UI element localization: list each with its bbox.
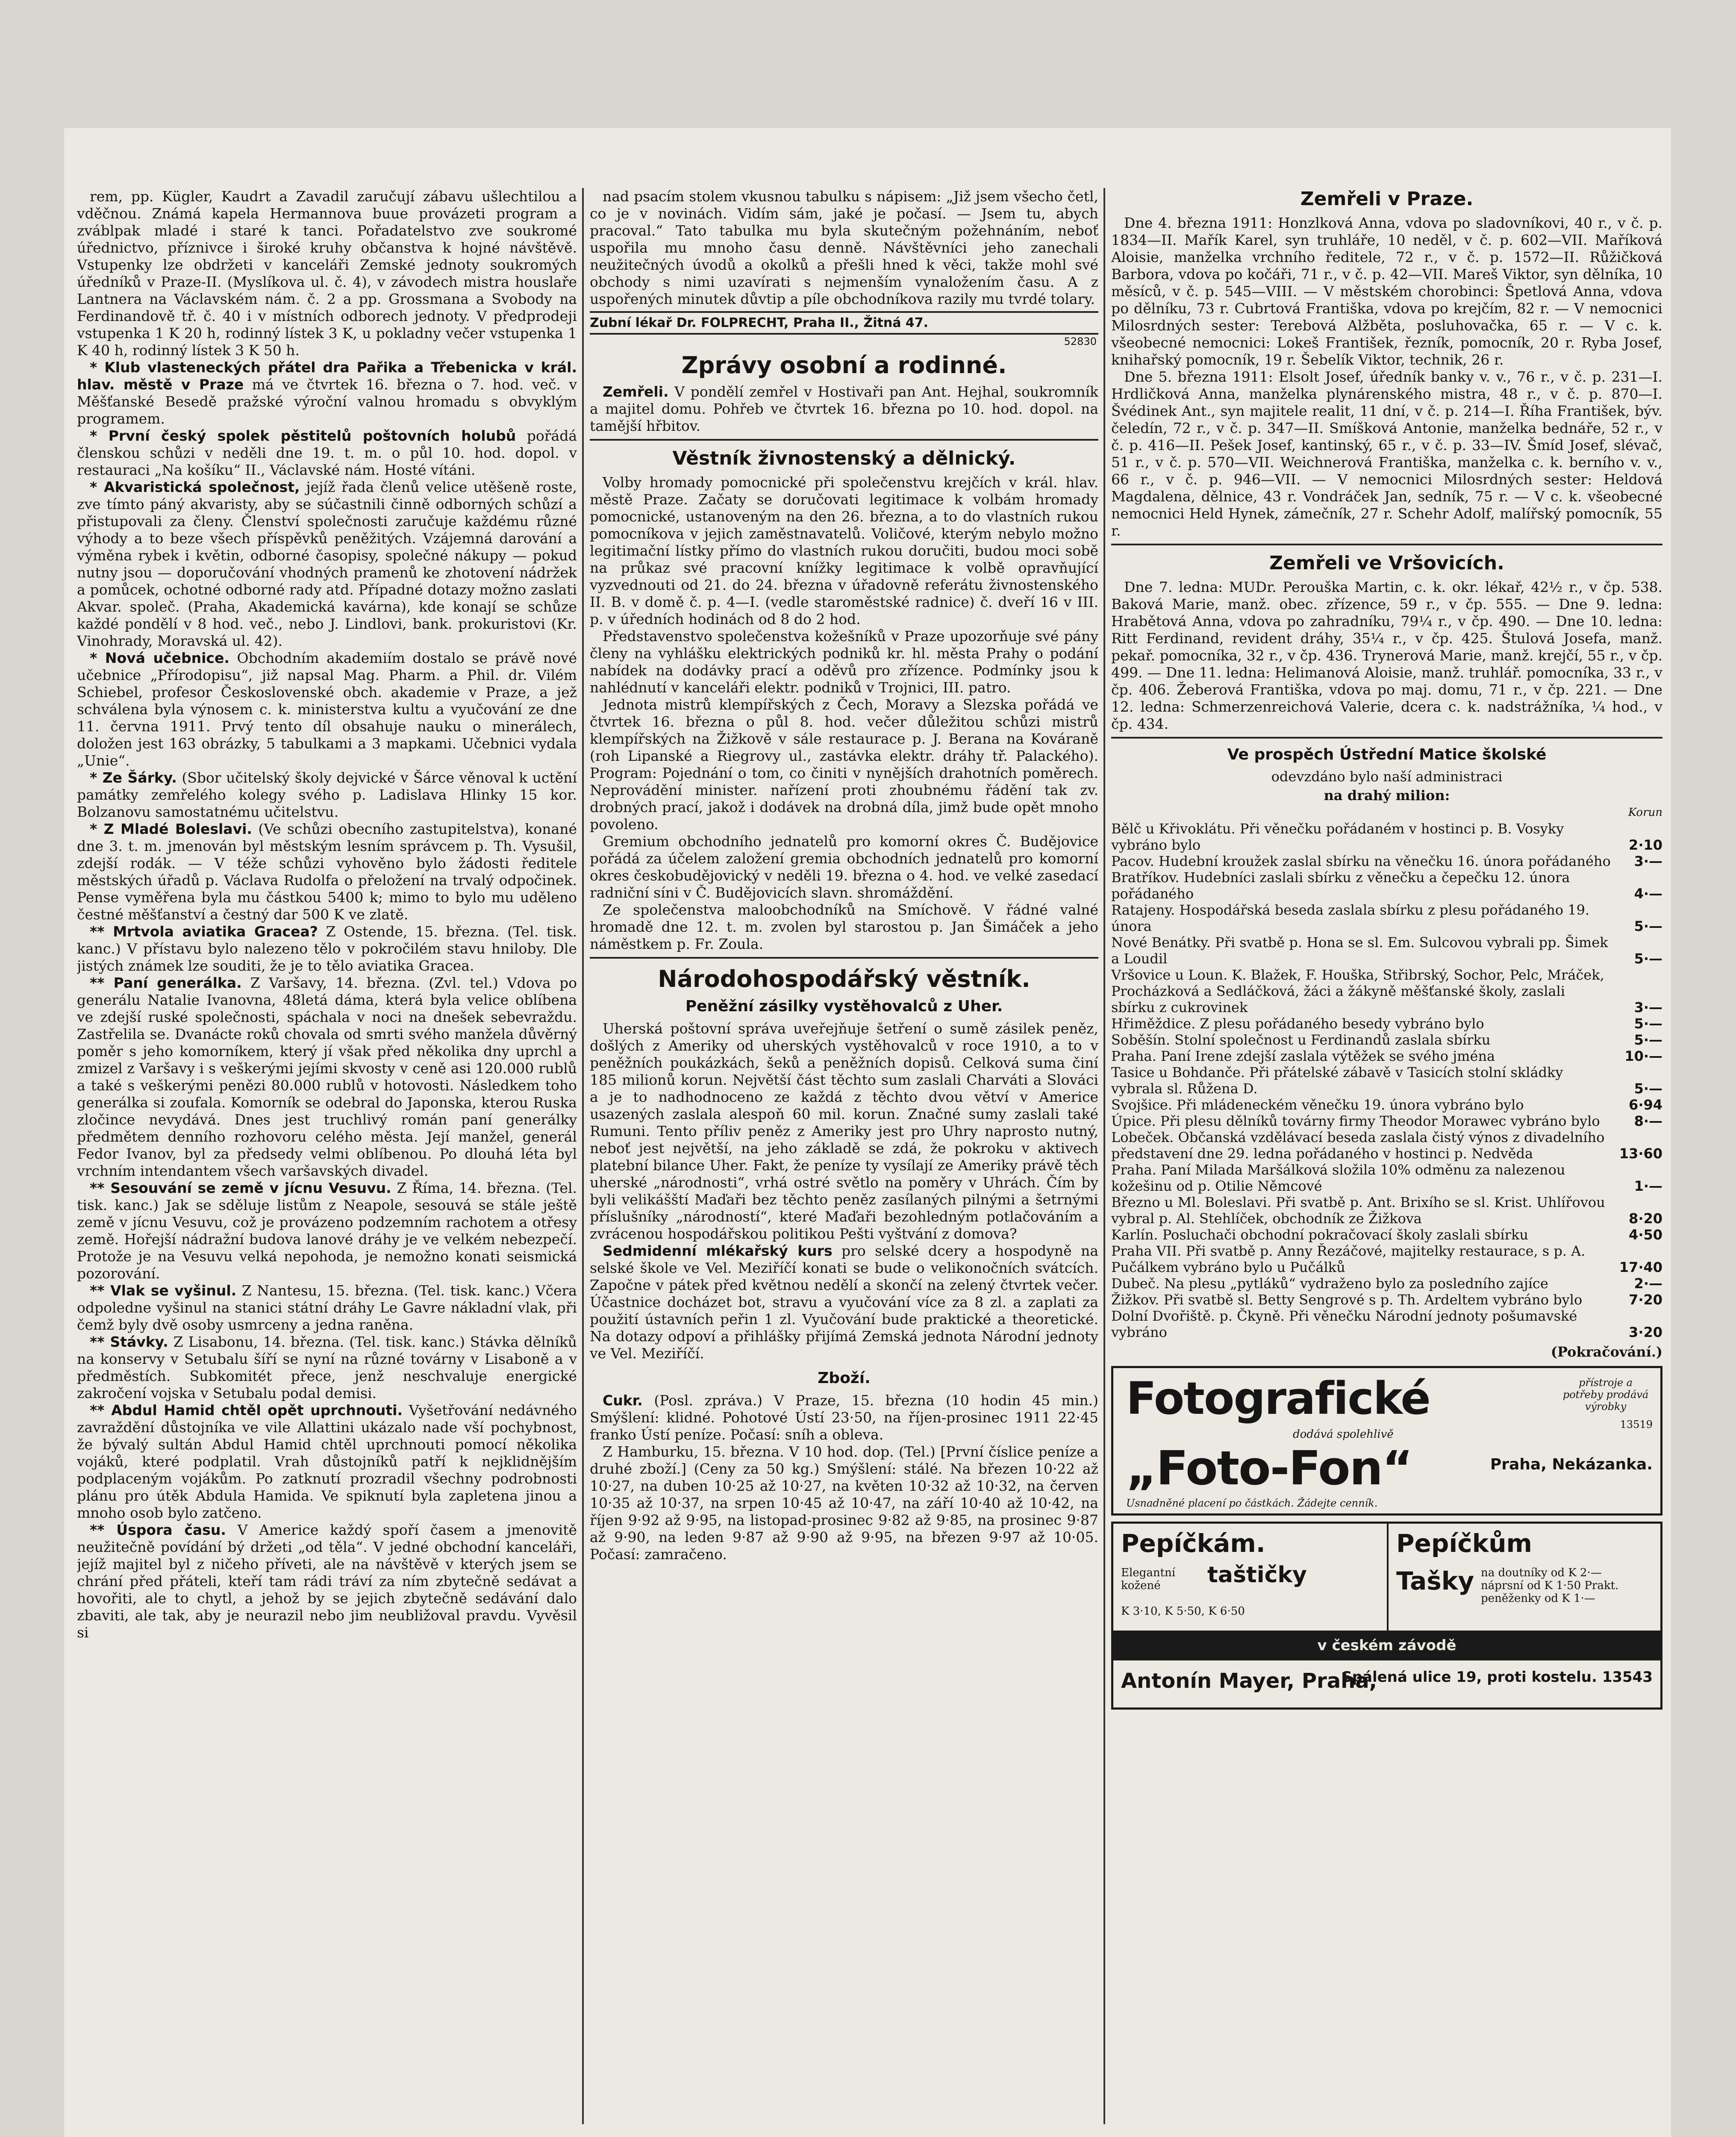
donation-row bbox=[1111, 1113, 1662, 1129]
donation-text: Nové Benátky. Při svatbě p. Hona se sl. Em. Sulcovou vybrali pp. Šimek a Loudil bbox=[1111, 934, 1608, 967]
donation-row bbox=[1111, 1227, 1662, 1243]
article-paragraph bbox=[77, 479, 577, 650]
ad-prices: K 3·10, K 5·50, K 6·50 bbox=[1121, 1605, 1245, 1618]
donation-amount: 8·— bbox=[1634, 1113, 1662, 1129]
article-text: V Americe každý spoří časem a jmenovitě neužitečně povídání bý držeti „od těla“. V jedné obchodní kanceláři, jejíž majitel byl z ničeho příveti, ale na návštěvě v kterých jsem se chrání před přáteli, kteří tam rádi tráví za ním zbytečně sedávat a hovořiti, ale to chytl, a jehož by se jejich zbytečně sedávání dalo zbaviti, ale tak, aby je neurazil nebo jim neubližoval pravdu. Vyvěsil si bbox=[77, 1522, 577, 1641]
continued-note: (Pokračování.) bbox=[1551, 1344, 1662, 1360]
article-paragraph bbox=[590, 1020, 1098, 1242]
currency-label: Korun bbox=[1628, 806, 1662, 819]
divider bbox=[590, 957, 1098, 959]
donation-text: Karlín. Posluchači obchodní pokračovací školy zaslali sbírku bbox=[1111, 1227, 1528, 1243]
column-1 bbox=[77, 188, 577, 1641]
donation-row bbox=[1111, 967, 1662, 1016]
article-text: Dne 5. března 1911: Elsolt Josef, úředník banky v. v., 76 r., v č. p. 231—I. Hrdličková Anna, manželka plynárenského mistra, 48 r., v č. p. 870—I. Švédinek Ant., syn majitele realit, 11 dní, v č. p. 214—I. Říha František, býv. čeledín, 72 r., v č. p. 347—II. Smíšková Antonie, manželka bednáře, 52 r., v č. p. 416—II. Pešek Josef, kantinský, 65 r., v č. p. 33—IV. Šmíd Josef, slévač, 51 r., v č. p. 570—VII. Weichnerová Františka, manželka c. k. berního v. v., 66 r., v č. p. 946—VII. — V nemocnici Milosrdných sester: Heldová Magdalena, dělnice, 43 r. Vondráček Jan, sedník, 75 r. — V c. k. všeobecné nemocnici Held Hynek, zámečník, 27 r. Schehr Adolf, malířský pomocník, 55 r. bbox=[1111, 368, 1662, 539]
article-text: Ze společenstva maloobchodníků na Smíchově. V řádné valné hromadě dne 12. t. m. zvolen byl starostou p. Jan Šimáček a jeho náměstkem p. Fr. Zoula. bbox=[590, 901, 1098, 952]
section-heading: Věstník živnostenský a dělnický. bbox=[672, 447, 1016, 469]
dentist-ad bbox=[590, 311, 1098, 347]
section-heading: Ve prospěch Ústřední Matice školské bbox=[1227, 746, 1547, 763]
section-heading: Národohospodářský věstník. bbox=[658, 965, 1030, 992]
section-heading: Zemřeli ve Vršovicích. bbox=[1269, 552, 1504, 574]
foto-fon-ad bbox=[1111, 1366, 1662, 1516]
donation-amount: 5·— bbox=[1634, 951, 1662, 967]
article-paragraph bbox=[77, 359, 577, 427]
article-list bbox=[1111, 579, 1662, 733]
donation-row bbox=[1111, 1097, 1662, 1113]
article-text: Dne 7. ledna: MUDr. Perouška Martin, c. k. okr. lékař, 42½ r., v čp. 538. Baková Marie, manž. obec. zřízence, 59 r., v čp. 555. — Dne 9. ledna: Hrabětová Anna, vdova po zahradníku, 79¼ r., v čp. 490. — Dne 10. ledna: Ritt Ferdinand, revident dráhy, 35¼ r., v čp. 425. Štulová Josefa, manž. pekař. pomocníka, 32 r., v čp. 436. Trynerová Marie, manž. krejčí, 55 r., v čp. 499. — Dne 11. ledna: Helimanová Aloisie, manž. truhlář. pomocníka, 33 r., v čp. 406. Žeberová Františka, vdova po maj. domu, 71 r., v čp. 221. — Dne 12. ledna: Schmerzenreichová Valerie, dcera c. k. nadstrážníka, ¼ hod., v čp. 434. bbox=[1111, 579, 1662, 732]
subheading: Peněžní zásilky vystěhovalců z Uher. bbox=[685, 998, 1003, 1015]
article-paragraph bbox=[77, 1522, 577, 1641]
donation-amount: 4·— bbox=[1634, 886, 1662, 902]
column-rule bbox=[1103, 188, 1105, 2124]
donation-text: Dolní Dvořiště. p. Čkyně. Při věnečku Národní jednoty pošumavské vybráno bbox=[1111, 1308, 1577, 1340]
article-text: Obchodním akademiím dostalo se právě nové učebnice „Přírodopisu“, již napsal Mag. Pharm. a Phil. dr. Vilém Schiebel, profesor Československé obch. akademie v Praze, a jež schválena byla výnosem c. k. ministerstva kultu a vyučování ze dne 11. června 1911. Prvý tento díl obsahuje nauku o minerálech, doložen jest 163 obrázky, 5 tabulkami a 3 mapkami. Učebnici vydala „Unie“. bbox=[77, 650, 577, 769]
article-text: (Ve schůzi obecního zastupitelstva), konané dne 3. t. m. jmenován byl městským lesním správcem p. Th. Vysušil, zdejší rodák. — V téže schůzi vyhověno bylo žádosti ředitele městských úřadů p. Václava Rudolfa o přeložení na trvalý odpočinek. Pense vyměřena byla mu částkou 5400 k; mimo to bylo mu uděleno čestné měšťanství a čestný dar 500 K ve zlatě. bbox=[77, 821, 577, 923]
article-lead: * Akvaristická společnost, bbox=[90, 479, 300, 495]
donation-row bbox=[1111, 1162, 1662, 1194]
donation-text: Vršovice u Loun. K. Blažek, F. Houška, Střibrský, Sochor, Pelc, Mráček, Procházková a Sedláčková, žáci a žákyně měšťanské školy, zaslali sbírku z cukrovinek bbox=[1111, 967, 1604, 1016]
article-text: Představenstvo společenstva kožešníků v Praze upozorňuje své pány členy na vyhlášku elektrických podniků kr. hl. města Prahy o podání nabídek na dodávky prací a oděvů pro zřízence. Podmínky jsou k nahlédnutí v kanceláři elektr. podniků v Trojnici, III. patro. bbox=[590, 628, 1098, 696]
article-paragraph bbox=[590, 696, 1098, 833]
article-paragraph bbox=[590, 383, 1098, 435]
article-paragraph bbox=[77, 1180, 577, 1282]
donation-amount: 1·— bbox=[1634, 1178, 1662, 1194]
ad-address: Spálená ulice 19, proti kostelu. 13543 bbox=[1342, 1669, 1653, 1686]
article-text: pro selské dcery a hospodyně na selské škole ve Vel. Meziříčí konati se bude o velikonočních svátcích. Započne v pátek před květnou nedělí a skončí na zelený čtvrtek večer. Účastnice docházet bot, stravu a vyučování více za 8 zl. a zaplati za použití ústavních peřin 1 zl. Vyučování bude praktické a theoretické. Na dotazy odpoví a přihlášky přijímá Zemská jednota Národní jednoty ve Vel. Meziříčí. bbox=[590, 1242, 1098, 1362]
article-lead: * První český spolek pěstitelů poštovních holubů bbox=[90, 427, 516, 444]
donation-row bbox=[1111, 1016, 1662, 1032]
donation-row bbox=[1111, 1243, 1662, 1275]
article-text: Gremium obchodního jednatelů pro komorní okres Č. Budějovice pořádá za účelem založení gremia obchodních jednatelů pro komorní okres českobudějovický v neděli 19. března o 4. hod. ve velké zasedací radniční síni v Č. Budějovicích slavn. shromáždění. bbox=[590, 833, 1098, 901]
article-text: Jednota mistrů klempířských z Čech, Moravy a Slezska pořádá ve čtvrtek 16. března o půl 8. hod. večer důležitou schůzi mistrů klempířských na Žižkově v sále restaurace p. J. Berana na Kováraně (roh Lipanské a Riegrovy ul., zastávka elektr. dráhy tř. Palackého). Program: Pojednání o tom, co činiti v nynějších drahotních poměrech. Neprovádění minister. nařízení proti zhoubnému řádění tak zv. drobných prací, jakož i dodávek na drobná díla, jimž bude opět mnoho povoleno. bbox=[590, 696, 1098, 833]
donation-text: Lobeček. Občanská vzdělávací beseda zaslala čistý výnos z divadelního představení dne 29. ledna pořádaného v hostinci p. Nedvěda bbox=[1111, 1129, 1605, 1162]
donation-row bbox=[1111, 934, 1662, 967]
donation-amount: 10·— bbox=[1624, 1048, 1662, 1064]
mayer-ad bbox=[1111, 1522, 1662, 1710]
article-paragraph bbox=[77, 769, 577, 821]
donation-row bbox=[1111, 1308, 1662, 1340]
donation-amount: 3·— bbox=[1634, 999, 1662, 1016]
donation-text: Tasice u Bohdanče. Při přátelské zábavě v Tasicích stolní skládky vybrala sl. Růžena D. bbox=[1111, 1064, 1563, 1097]
ad-number: 13519 bbox=[1620, 1419, 1653, 1431]
article-paragraph bbox=[590, 628, 1098, 696]
ad-number: 52830 bbox=[1064, 336, 1097, 347]
article-list bbox=[590, 1392, 1098, 1563]
article-paragraph bbox=[77, 427, 577, 479]
ad-text: Elegantní kožené bbox=[1121, 1566, 1176, 1592]
donation-text: Praha. Paní Irene zdejší zaslala výtěžek se svého jména bbox=[1111, 1048, 1495, 1064]
donation-row bbox=[1111, 902, 1662, 934]
article-lead: ** Mrtvola aviatika Gracea? bbox=[90, 923, 318, 940]
donation-row bbox=[1111, 1275, 1662, 1292]
donation-text: Dubeč. Na plesu „pytláků“ vydraženo bylo za posledního zajíce bbox=[1111, 1275, 1548, 1292]
article-lead: Zemřeli. bbox=[603, 383, 669, 400]
article-text: (Sbor učitelský školy dejvické v Šárce věnoval k uctění památky zemřelého kolegy svého p. Ladislava Hlinky 15 kor. Bolzanovu samostatnému učitelstvu. bbox=[77, 769, 577, 820]
donation-amount: 7·20 bbox=[1629, 1292, 1662, 1308]
ad-brand: „Foto-Fon“ bbox=[1126, 1441, 1412, 1495]
article-paragraph bbox=[590, 1392, 1098, 1443]
article-text: Dne 4. března 1911: Honzlková Anna, vdova po sladovníkovi, 40 r., v č. p. 1834—II. Mařík Karel, syn truhláře, 10 neděl, v č. p. 602—VII. Maříková Aloisie, manželka vrchního ředitele, 72 r., v č. p. 1572—II. Růžičková Barbora, vdova po kočáři, 71 r., v č. p. 42—VII. Mareš Viktor, syn dělníka, 10 měsíců, v č. p. 545—VIII. — V městském chorobinci: Špetlová Anna, vdova po dělníku, 73 r. Cubrtová Františka, vdova po krejčím, 82 r. — V nemocnici Milosrdných sester: Terebová Alžběta, posluhovačka, 65 r. — V c. k. všeobecné nemocnici: Lokeš František, řezník, pomocník, 20 r. Ryba Josef, knihařský pomocník, 19 r. Šebelík Viktor, technik, 26 r. bbox=[1111, 215, 1662, 368]
ad-tagline: dodává spolehlivě bbox=[1293, 1428, 1394, 1441]
divider bbox=[1111, 544, 1662, 545]
donation-amount: 13·60 bbox=[1619, 1145, 1662, 1162]
donation-text: Žižkov. Při svatbě sl. Betty Sengrové s p. Th. Ardeltem vybráno bylo bbox=[1111, 1292, 1583, 1308]
article-paragraph bbox=[77, 923, 577, 974]
donation-table bbox=[1111, 821, 1662, 1340]
donation-amount: 5·— bbox=[1634, 1016, 1662, 1032]
article-paragraph bbox=[590, 474, 1098, 628]
donation-text: Ratajeny. Hospodářská beseda zaslala sbírku z plesu pořádaného 19. února bbox=[1111, 902, 1590, 934]
article-text: Z Lisabonu, 14. března. (Tel. tisk. kanc.) Stávka dělníků na konservy v Setubalu šíří se nyní na různé továrny v Lisaboně a v předměstích. Subkomitét přece, jenž neschvaluje energické zakročení vojska v Setubalu podal demisi. bbox=[77, 1333, 577, 1401]
article-lead: * Klub vlasteneckých přátel dra Pařika a Třebenicka v král. hlav. městě v Praze bbox=[77, 359, 577, 393]
article-text: Z Varšavy, 14. března. (Zvl. tel.) Vdova po generálu Natalie Ivanovna, 48letá dáma, která byla velice oblíbena ve zdejší ruské společnosti, spáchala v noci na dnešek sebevraždu. Zastřelila se. Dvanácte roků chovala od smrti svého manžela důvěrný poměr s jeho komorníkem, který jí však před několika dny uprchl a zmizel z Varšavy i s veškerými jejími skvosty v ceně asi 120.000 rublů a také s veškerými penězi 80.000 rublů v hotovosti. Následkem toho generálka si zoufala. Komorník se odebral do Japonska, kterou Ruska zločince nevydává. Dnes jest truchlivý román paní generálky předmětem denního rozhovoru celého města. Její manžel, generál Fedor Ivanov, byl za předsedy velmi oblíbenou. Po dlouhá léta byl vrchním intendantem všech varšavských divadel. bbox=[77, 974, 577, 1179]
article-paragraph bbox=[77, 821, 577, 923]
article-list bbox=[77, 188, 577, 1641]
donation-text: Březno u Ml. Boleslavi. Při svatbě p. Ant. Brixího se sl. Krist. Uhlířovou vybral p. Al. Stehlíček, obchodník ze Žižkova bbox=[1111, 1194, 1605, 1227]
ad-headline: Fotografické bbox=[1126, 1372, 1430, 1425]
divider bbox=[590, 439, 1098, 441]
ad-side-text: přístroje a potřeby prodává výrobky bbox=[1562, 1377, 1649, 1413]
article-paragraph bbox=[77, 188, 577, 359]
donation-amount: 2·— bbox=[1634, 1275, 1662, 1292]
donation-text: Pacov. Hudební kroužek zaslal sbírku na věnečku 16. února pořádaného bbox=[1111, 853, 1611, 869]
donation-amount: 5·— bbox=[1634, 918, 1662, 934]
donation-row bbox=[1111, 1048, 1662, 1064]
article-text: má ve čtvrtek 16. března o 7. hod. več. v Měšťanské Besedě pražské výroční valnou hromadu s obvyklým programem. bbox=[77, 376, 577, 427]
donation-amount: 5·— bbox=[1634, 1080, 1662, 1097]
donation-text: Bratříkov. Hudebníci zaslali sbírku z věnečku a čepečku 12. února pořádaného bbox=[1111, 869, 1570, 902]
donation-text: Hřiměždice. Z plesu pořádaného besedy vybráno bylo bbox=[1111, 1016, 1484, 1032]
article-text: Z Hamburku, 15. března. V 10 hod. dop. (Tel.) [První číslice peníze a druhé zboží.] (Ceny za 50 kg.) Smýšlení: stálé. Na březen 10·22 až 10·27, na duben 10·25 až 10·27, na květen 10·32 až 10·32, na červen 10·35 až 10·37, na srpen 10·45 až 10·47, na září 10·40 až 10·42, na říjen 9·92 až 9·95, na listopad-prosinec 9·82 až 9·85, na prosinec 9·87 až 9·90, na leden 9·87 až 9·90 až 9·95, na březen 9·97 až 10·05. Počasí: zamračeno. bbox=[590, 1443, 1098, 1563]
subheading: na drahý milion: bbox=[1324, 787, 1450, 804]
article-lead: * Nová učebnice. bbox=[90, 650, 230, 666]
donation-text: Soběšín. Stolní společnost u Ferdinandů zaslala sbírku bbox=[1111, 1032, 1491, 1048]
article-paragraph bbox=[590, 1443, 1098, 1563]
donation-text: Praha. Paní Milada Maršálková složila 10% odměnu za nalezenou kožešinu od p. Otilie Němcové bbox=[1111, 1162, 1565, 1194]
article-list bbox=[590, 383, 1098, 435]
ad-address: Praha, Nekázanka. bbox=[1490, 1456, 1653, 1473]
newspaper-page bbox=[64, 128, 1671, 2137]
donation-row bbox=[1111, 1292, 1662, 1308]
article-lead: ** Vlak se vyšinul. bbox=[90, 1282, 237, 1299]
donation-amount: 8·20 bbox=[1629, 1210, 1662, 1227]
article-paragraph bbox=[590, 901, 1098, 953]
section-heading: Zboží. bbox=[818, 1369, 871, 1387]
article-lead: ** Úspora času. bbox=[90, 1522, 226, 1538]
ad-footnote: Usnadněné placení po částkách. Žádejte cenník. bbox=[1126, 1497, 1378, 1509]
section-heading: Zprávy osobní a rodinné. bbox=[681, 352, 1007, 379]
article-paragraph bbox=[1111, 579, 1662, 733]
donation-text: Svojšice. Při mládeneckém věnečku 19. února vybráno bylo bbox=[1111, 1097, 1524, 1113]
donation-text: Úpice. Při plesu dělníků továrny firmy Theodor Morawec vybráno bylo bbox=[1111, 1113, 1600, 1129]
ad-firm: Antonín Mayer, Praha, bbox=[1121, 1669, 1377, 1693]
article-paragraph bbox=[77, 650, 577, 769]
donation-row bbox=[1111, 821, 1662, 853]
article-text: Z Říma, 14. března. (Tel. tisk. kanc.) Jak se sděluje listům z Neapole, sesouvá se stále ještě země v jícnu Vesuvu, což je provázeno podzemním rachotem a otřesy země. Hořejší nádražní budova lanové dráhy je ve velkém nebezpečí. Protože je na Vesuvu velká nepohoda, je nemožno konati seismická pozorování. bbox=[77, 1180, 577, 1282]
donation-amount: 3·— bbox=[1634, 853, 1662, 869]
donation-row bbox=[1111, 853, 1662, 869]
divider bbox=[1111, 737, 1662, 739]
article-paragraph bbox=[1111, 215, 1662, 368]
article-text: Z Nantesu, 15. března. (Tel. tisk. kanc.) Včera odpoledne vyšinul na stanici státní dráhy Le Gavre nákladní vlak, při čemž byly dvě osoby usmrceny a jedna raněna. bbox=[77, 1282, 577, 1333]
ad-prices: na doutníky od K 2·— náprsní od K 1·50 Prakt. peněženky od K 1·— bbox=[1481, 1566, 1619, 1605]
dentist-ad-text: Zubní lékař Dr. FOLPRECHT, Praha II., Žitná 47. bbox=[590, 315, 929, 330]
subheading: odevzdáno bylo naší administraci bbox=[1271, 768, 1503, 785]
article-text: Uherská poštovní správa uveřejňuje šetření o sumě zásilek peněz, došlých z Ameriky od uherských vystěhovalců v roce 1910, a to v peněžních poukázkách, šeků a peněžních dopisů. Celková suma činí 185 milionů korun. Největší část těchto sum zaslali Charváti a Slováci a je to nadhodnoceno ze každá z těchto dvou větví v Americe usazených zaslala alespoň 60 mil. korun. Značné sumy zaslali také Rumuni. Tento příliv peněz z Ameriky jest pro Uhry naprosto nutný, neboť jest největší, na jeho základě se zdá, že pokroku v aktivech platební bilance Uher. Fakt, že peníze ty vysílají ze Ameriky právě těch uherské „národnosti“, vrhá ostré světlo na poměry v Uhrách. Čím by byli velikášští Maďaři bez těchto peněz zasílaných pilnými a šetrnými příslušníky „národností“, které Maďaři bezohledným potlačováním a zvrácenou hospodářskou politikou Pešti vyštvání z domova? bbox=[590, 1020, 1098, 1242]
donation-amount: 3·20 bbox=[1629, 1324, 1662, 1340]
article-text: Z Ostende, 15. března. (Tel. tisk. kanc.) V přístavu bylo nalezeno tělo v pokročilém stavu hniloby. Dle jistých známek lze souditi, že je to tělo aviatika Gracea. bbox=[77, 923, 577, 974]
article-text: jejíž řada členů velice utěšeně roste, zve tímto páný akvaristy, aby se súčastnili činně odborných schůzí a přistupovali za členy. Členství společnosti zaručuje každému různé výhody a to beze všech příspěvků peněžitých. Vzájemná darování a výměna rybek i květin, odborné časopisy, společné nákupy — pokud nutny jsou — doporučování vhodných pramenů ke zhotovení nádržek a pomůcek, ochotné odborné rady atd. Případné dotazy možno zaslati Akvar. společ. (Praha, Akademická kavárna), kde konají se schůze každé pondělí v 8 hod. več., nebo J. Lindlovi, bank. prokuristovi (Kr. Vinohrady, Moravská ul. 42). bbox=[77, 479, 577, 649]
article-lead: Sedmidenní mlékařský kurs bbox=[603, 1242, 833, 1259]
donation-text: Bělč u Křivoklátu. Při věnečku pořádaném v hostinci p. B. Vosyky vybráno bylo bbox=[1111, 821, 1564, 853]
ad-product: Tašky bbox=[1396, 1566, 1474, 1595]
article-lead: ** Sesouvání se země v jícnu Vesuvu. bbox=[90, 1180, 391, 1196]
article-list bbox=[590, 474, 1098, 953]
article-paragraph bbox=[77, 1282, 577, 1333]
donation-amount: 6·94 bbox=[1629, 1097, 1662, 1113]
ad-headline: Pepíčkám. bbox=[1121, 1529, 1265, 1558]
donation-amount: 5·— bbox=[1634, 1032, 1662, 1048]
ad-headline: Pepíčkům bbox=[1396, 1529, 1532, 1558]
donation-amount: 17·40 bbox=[1619, 1259, 1662, 1275]
donation-row bbox=[1111, 869, 1662, 902]
article-lead: ** Paní generálka. bbox=[90, 974, 242, 991]
article-lead: Cukr. bbox=[603, 1392, 643, 1409]
donation-row bbox=[1111, 1064, 1662, 1097]
article-paragraph bbox=[77, 1333, 577, 1402]
donation-row bbox=[1111, 1194, 1662, 1227]
article-paragraph bbox=[1111, 368, 1662, 539]
column-2 bbox=[590, 188, 1098, 1563]
donation-row bbox=[1111, 1032, 1662, 1048]
article-list bbox=[1111, 215, 1662, 539]
donation-row bbox=[1111, 1129, 1662, 1162]
article-paragraph: nad psacím stolem vkusnou tabulku s nápisem: „Již jsem všecho četl, co je v novinách. Vidím sám, jaké je počasí. — Jsem tu, abych pracoval.“ Tato tabulka mu byla skutečným požehnáním, neboť uspořila mu mnoho času denně. Návštěvníci jeho zanechali neužitečných úvodů a okolků a přešli hned k věci, takže mohl své obchody s nimi uzavírati s nejmenším vynaložením času. A z uspořených minutek důvtip a píle obchodníkova razily mu tvrdé tolary. bbox=[590, 188, 1098, 307]
article-text: (Posl. zpráva.) V Praze, 15. března (10 hodin 45 min.) Smýšlení: klidné. Pohotové Ústí 23·50, na říjen-prosinec 1911 22·45 franko Ústí peníze. Počasí: sníh a oblevа. bbox=[590, 1392, 1098, 1443]
article-lead: ** Stávky. bbox=[90, 1333, 168, 1350]
article-lead: ** Abdul Hamid chtěl opět uprchnouti. bbox=[90, 1402, 403, 1419]
article-paragraph bbox=[590, 833, 1098, 901]
ad-band: v českém závodě bbox=[1113, 1631, 1660, 1660]
article-paragraph bbox=[590, 1242, 1098, 1362]
article-lead: * Ze Šárky. bbox=[90, 769, 177, 786]
article-text: rem, pp. Kügler, Kaudrt a Zavadil zaručují zábavu ušlechtilou a vděčnou. Známá kapela Hermannova buue provázeti program a zváblpak mladé i staré k tanci. Pořadatelstvo zve soukromé úřednictvo, příznivce i široké kruhy občanstva k hojné návštěvě. Vstupenky lze obdržeti v kanceláři Zemské jednoty soukromých úředníků v Praze-II. (Myslíkova ul. č. 4), v závodech mistra houslaře Lantnera na Václavském nám. č. 2 a pp. Grossmana a Svobody na Ferdinandově tř. č. 40 i v místních odborech jednoty. V předprodeji vstupenka 1 K 20 h, rodinný lístek 3 K, u pokladny večer vstupenka 1 K 40 h, rodinný lístek 3 K 50 h. bbox=[77, 188, 577, 359]
article-paragraph bbox=[77, 974, 577, 1180]
column-rule bbox=[582, 188, 584, 2124]
article-list bbox=[590, 1020, 1098, 1362]
article-text: Volby hromady pomocnické při společenstvu krejčích v král. hlav. městě Praze. Začaty se doručovati legitimace k volbám hromady pomocnické, ustanoveným na den 26. března, a to do vlastních rukou pomocníkova v jejich zaměstnavatelů. Voličové, kterým nebylo možno legitimační lístky přímo do vlastních rukou doručiti, budou moci sobě na průkaz své pracovní knížky legitimace k volbě opravňující vyzvednouti od 21. do 24. března v úřadovně referátu živnostenského II. B. v domě č. p. 4—I. (vedle staroměstské radnice) č. dveří 16 v III. p. v úředních hodinách od 8 do 2 hod. bbox=[590, 474, 1098, 627]
donation-amount: 4·50 bbox=[1629, 1227, 1662, 1243]
donation-amount: 2·10 bbox=[1629, 837, 1662, 853]
section-heading: Zemřeli v Praze. bbox=[1300, 188, 1474, 210]
column-3 bbox=[1111, 188, 1662, 1710]
article-text: pořádá členskou schůzi v neděli dne 19. t. m. o půl 10. hod. dopol. v restauraci „Na košíku“ II., Václavské nám. Hosté vítáni. bbox=[77, 427, 577, 478]
article-lead: * Z Mladé Boleslavi. bbox=[90, 821, 252, 837]
article-paragraph bbox=[77, 1402, 577, 1522]
article-text: Vyšetřování nedávného zavraždění důstojníka ve vile Allattini ukázalo nade vší pochybnost, že bývalý sultán Abdul Hamid chtěl uprchnouti pomocí několika vojáků, které podplatil. Vrah důstojníků patří k nejklidnějším podplaceným vojákům. Po zatknutí prozradil všechny podrobnosti plánu pro útěk Abdula Hamida. Ve spiknutí byla zapletena jinou a mnoho osob bylo zatčeno. bbox=[77, 1402, 577, 1521]
ad-product: taštičky bbox=[1207, 1562, 1307, 1588]
donation-text: Praha VII. Při svatbě p. Anny Řezáčové, majitelky restaurace, s p. A. Pučálkem vybráno bylo u Pučálků bbox=[1111, 1243, 1586, 1275]
article-text: V pondělí zemřel v Hostivaři pan Ant. Hejhal, soukromník a majitel domu. Pohřeb ve čtvrtek 16. března po 10. hod. dopol. na tamější hřbitov. bbox=[590, 383, 1098, 434]
